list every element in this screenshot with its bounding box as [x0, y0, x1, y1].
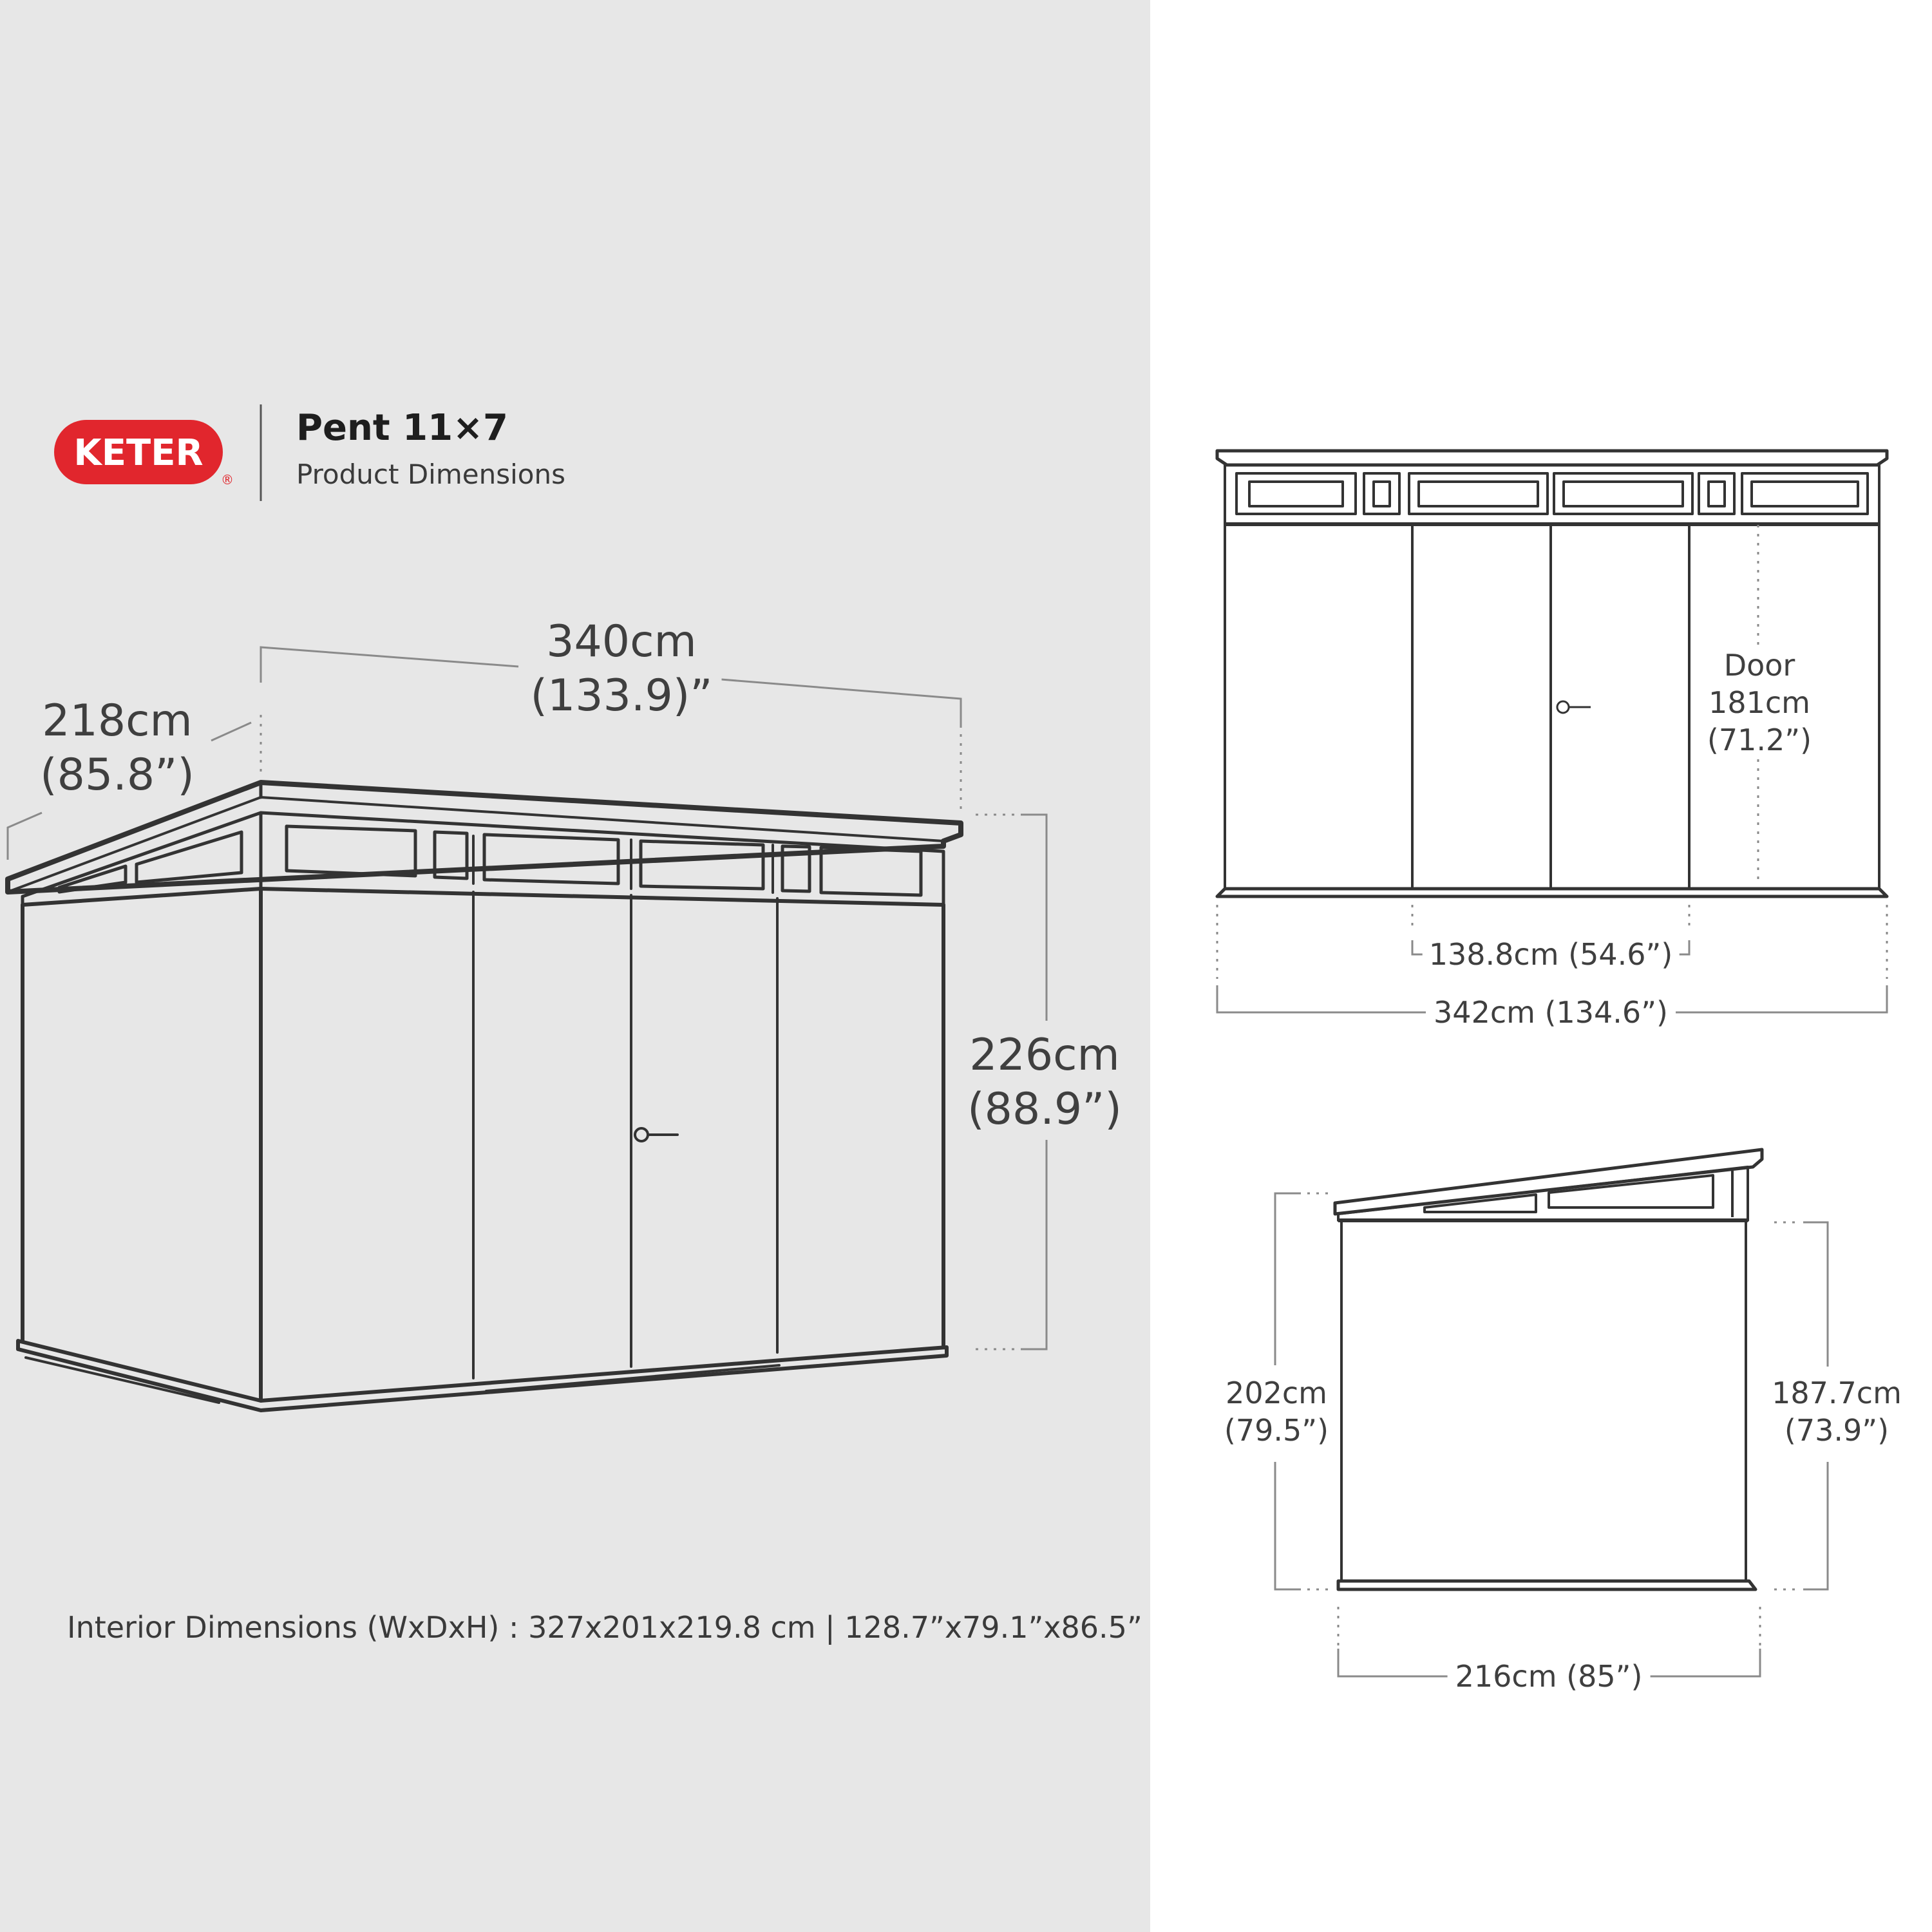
fv-window-3 [1409, 473, 1548, 514]
front-roof [1217, 451, 1887, 465]
front-height-cm: 187.7cm [1772, 1376, 1902, 1410]
width-dim-right [721, 679, 961, 728]
sv-floor [1338, 1581, 1756, 1589]
door-height-label [1702, 647, 1817, 759]
fv-width-dim-right [1674, 985, 1887, 1012]
product-title: Pent 11×7 [296, 407, 508, 449]
logo-text: KETER [73, 432, 204, 474]
door-height-in: (71.2”) [1707, 723, 1812, 757]
fv-window-4-inner [1564, 482, 1683, 506]
keter-logo [54, 420, 234, 488]
perspective-floor [18, 1341, 947, 1410]
fv-window-3-inner [1419, 482, 1538, 506]
sv-front-dim-bottom [1803, 1462, 1828, 1589]
perspective-height-in: (88.9”) [967, 1084, 1122, 1135]
sv-rear-dim-top [1275, 1193, 1301, 1365]
depth-dim-low [8, 813, 42, 860]
interior-dimensions: Interior Dimensions (WxDxH) : 327x201x219.8 cm | 128.7”x79.1”x86.5” [67, 1610, 1142, 1645]
height-dim-bottom [1021, 1140, 1046, 1349]
fv-door-handle-knob [1557, 701, 1569, 713]
fv-width-dim-left [1217, 985, 1426, 1012]
perspective-depth-cm: 218cm [42, 696, 193, 746]
side-depth-label: 216cm (85”) [1448, 1658, 1651, 1695]
floor-skirt-side [26, 1358, 219, 1403]
perspective-depth-label [35, 694, 200, 802]
sv-front-dim-top [1803, 1222, 1828, 1367]
fv-window-4 [1554, 473, 1692, 514]
band-bottom-front [261, 889, 943, 905]
depth-dim-high [211, 723, 251, 741]
fv-window-6-inner [1752, 482, 1858, 506]
roof-fascia-side [8, 797, 261, 892]
fv-window-2-inner [1374, 482, 1390, 506]
front-window-3 [484, 835, 618, 884]
fv-window-6 [1742, 473, 1868, 514]
front-total-width-label: 342cm (134.6”) [1426, 994, 1676, 1031]
side-view-shed [1335, 1150, 1762, 1589]
rear-height-cm: 202cm [1226, 1376, 1327, 1410]
perspective-height-label [962, 1028, 1127, 1137]
width-dim-left [261, 647, 518, 683]
height-dim-top [1021, 815, 1046, 1021]
fv-window-1-inner [1249, 482, 1343, 506]
fv-window-5 [1699, 473, 1734, 514]
front-height-in: (73.9”) [1784, 1413, 1889, 1448]
door-width-label: 138.8cm (54.6”) [1423, 936, 1680, 973]
perspective-width-label [522, 615, 722, 723]
door-label: Door [1723, 648, 1795, 683]
sv-rear-dim-bottom [1275, 1462, 1301, 1589]
perspective-height-cm: 226cm [969, 1030, 1120, 1081]
product-subtitle: Product Dimensions [296, 459, 565, 490]
perspective-shed [8, 782, 961, 1410]
door-handle-knob [635, 1128, 648, 1141]
rear-height-label [1220, 1374, 1332, 1449]
front-window-6 [821, 848, 921, 895]
rear-height-in: (79.5”) [1224, 1413, 1329, 1448]
sv-depth-dim-left [1338, 1649, 1452, 1676]
front-window-4 [641, 841, 763, 889]
fv-window-2 [1364, 473, 1399, 514]
fv-window-1 [1236, 473, 1356, 514]
perspective-depth-in: (85.8”) [40, 750, 194, 800]
fv-floor [1217, 889, 1887, 896]
perspective-width-in: (133.9)” [530, 670, 713, 721]
sv-depth-dim-right [1645, 1649, 1760, 1676]
door-height-cm: 181cm [1709, 685, 1810, 720]
front-window-1 [287, 826, 415, 876]
front-height-label [1768, 1374, 1906, 1449]
perspective-width-cm: 340cm [546, 616, 697, 667]
fv-window-5-inner [1709, 482, 1725, 506]
registered-mark: ® [221, 472, 234, 488]
